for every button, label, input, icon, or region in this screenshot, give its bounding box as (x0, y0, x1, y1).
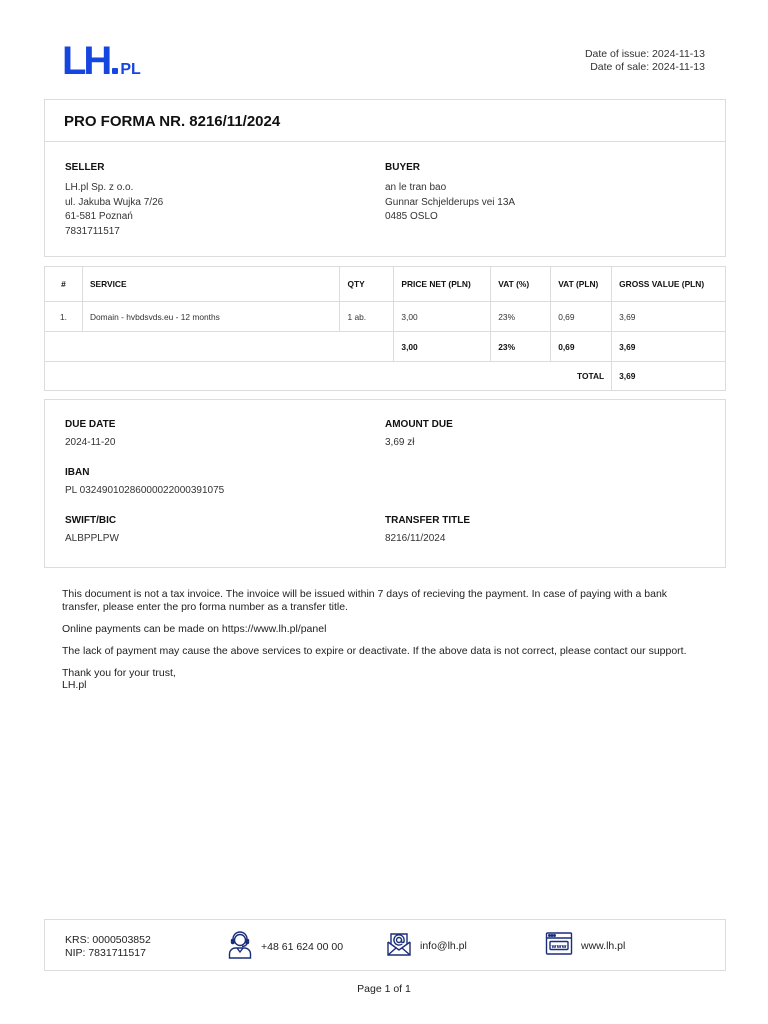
email-icon (386, 931, 420, 960)
footer-card (44, 919, 726, 971)
page-number: Page 1 of 1 (357, 983, 411, 995)
email-address[interactable]: info@lh.pl (420, 939, 467, 952)
items-table (44, 266, 726, 391)
iban-field (65, 467, 224, 496)
subtotal-vat: 0,69 (551, 332, 612, 362)
logo-suffix: PL (120, 61, 141, 78)
seller-city: 61-581 Poznań (65, 211, 133, 223)
notes-section (62, 588, 702, 692)
col-price-net: PRICE NET (PLN) (394, 267, 491, 302)
browser-window-icon (545, 931, 581, 960)
support-agent-icon (227, 931, 261, 962)
seller-block (65, 161, 163, 239)
cell-number: 1. (45, 302, 83, 332)
table-header-row (45, 267, 726, 302)
subtotal-row (45, 332, 726, 362)
seller-label: SELLER (65, 162, 105, 173)
krs-number: KRS: 0000503852 (65, 934, 151, 946)
phone-number[interactable]: +48 61 624 00 00 (261, 940, 344, 953)
due-date-label: DUE DATE (65, 419, 116, 430)
swift-field (65, 515, 119, 544)
note-lack-of-payment: The lack of payment may cause the above services to expire or deactivate. If the above data is not correct, please contact our support. (62, 644, 687, 657)
logo-dot (112, 68, 118, 74)
note-thanks: Thank you for your trust, (62, 666, 176, 679)
note-signature: LH.pl (62, 679, 87, 691)
subtotal-vat-percent: 23% (491, 332, 551, 362)
buyer-city: 0485 OSLO (385, 211, 438, 223)
company-registration (65, 934, 151, 960)
iban-label: IBAN (65, 467, 90, 478)
subtotal-net: 3,00 (394, 332, 491, 362)
subtotal-gross: 3,69 (612, 332, 726, 362)
www-icon-text: www (551, 943, 567, 950)
subtotal-spacer (45, 332, 394, 362)
note-tax-invoice: This document is not a tax invoice. The invoice will be issued within 7 days of recieving the payment. In case of paying with a bank transfer, please enter the pro forma number as a transfer title. (62, 588, 668, 613)
seller-tax-id: 7831711517 (65, 225, 120, 237)
note-online-payments: Online payments can be made on https://www.lh.pl/panel (62, 622, 327, 635)
swift-value: ALBPPLPW (65, 533, 119, 544)
header-card (44, 99, 726, 257)
buyer-name: an le tran bao (385, 182, 447, 194)
transfer-title-field (385, 515, 470, 544)
cell-vat-amount: 0,69 (551, 302, 612, 332)
total-row (45, 362, 726, 391)
seller-name: LH.pl Sp. z o.o. (65, 182, 134, 194)
amount-due-value: 3,69 zł (385, 437, 415, 448)
amount-due-field (385, 419, 453, 448)
cell-qty: 1 ab. (340, 302, 394, 332)
website-address[interactable]: www.lh.pl (581, 939, 626, 952)
website-contact (545, 931, 625, 960)
seller-street: ul. Jakuba Wujka 7/26 (65, 196, 164, 208)
table-row (45, 302, 726, 332)
col-number: # (45, 267, 83, 302)
nip-number: NIP: 7831711517 (65, 947, 146, 959)
amount-due-label: AMOUNT DUE (385, 419, 453, 430)
company-logo (62, 39, 141, 83)
phone-contact (227, 931, 343, 962)
document-dates (585, 48, 705, 74)
date-of-issue: Date of issue: 2024-11-13 (584, 48, 705, 60)
email-contact (386, 931, 467, 960)
col-vat-amount: VAT (PLN) (551, 267, 612, 302)
buyer-block (385, 161, 515, 225)
transfer-title-value: 8216/11/2024 (385, 533, 446, 544)
buyer-street: Gunnar Schjelderups vei 13A (385, 196, 516, 208)
total-value: 3,69 (612, 362, 726, 391)
logo-mark: LH (62, 39, 110, 83)
cell-vat-percent: 23% (491, 302, 551, 332)
col-gross-value: GROSS VALUE (PLN) (612, 267, 726, 302)
buyer-label: BUYER (385, 162, 421, 173)
transfer-title-label: TRANSFER TITLE (385, 515, 470, 526)
col-service: SERVICE (82, 267, 340, 302)
due-date-value: 2024-11-20 (65, 437, 116, 448)
cell-price-net: 3,00 (394, 302, 491, 332)
payment-card (44, 399, 726, 568)
iban-value: PL 03249010286000022000391075 (65, 485, 225, 496)
due-date-field (65, 419, 115, 448)
col-qty: QTY (340, 267, 394, 302)
swift-label: SWIFT/BIC (65, 515, 117, 526)
date-of-sale: Date of sale: 2024-11-13 (590, 61, 705, 73)
total-label: TOTAL (45, 362, 612, 391)
cell-service: Domain - hvbdsvds.eu - 12 months (82, 302, 340, 332)
document-title: PRO FORMA NR. 8216/11/2024 (45, 100, 725, 142)
cell-gross-value: 3,69 (612, 302, 726, 332)
col-vat-percent: VAT (%) (491, 267, 551, 302)
